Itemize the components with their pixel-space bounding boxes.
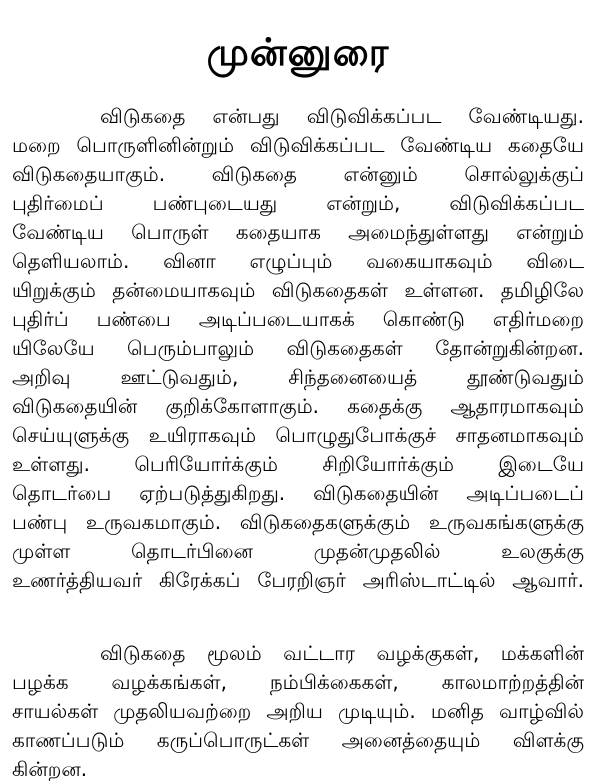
text-line: யிலேயே பெரும்பாலும் விடுகதைகள் தோன்றுகின்றன.	[12, 336, 584, 360]
text-line: புதிர்ப் பண்பை அடிப்படையாகக் கொண்டு எதிர்மறை	[12, 307, 584, 331]
text-line: செய்யுளுக்கு உயிராகவும் பொழுதுபோக்குச் சாதனமாகவும்	[12, 423, 584, 447]
text-line: மறை பொருளினின்றும் விடுவிக்கப்பட வேண்டிய கதையே	[12, 133, 584, 157]
text-line: உள்ளது. பெரியோர்க்கும் சிறியோர்க்கும் இடையே	[12, 452, 584, 476]
text-line: யிறுக்கும் தன்மையாகவும் விடுகதைகள் உள்ளன. தமிழிலே	[12, 278, 584, 302]
text-line: காணப்படும் கருப்பொருட்கள் அனைத்தையும் விளக்கு	[12, 728, 584, 752]
page-title: முன்னுரை	[206, 30, 390, 74]
text-line: விடுகதையாகும். விடுகதை என்னும் சொல்லுக்குப்	[12, 162, 584, 186]
text-line: சாயல்கள் முதலியவற்றை அறிய முடியும். மனித வாழ்வில்	[12, 699, 584, 723]
text-line: அறிவு ஊட்டுவதும், சிந்தனையைத் தூண்டுவதும்	[12, 365, 584, 389]
text-line: வேண்டிய பொருள் கதையாக அமைந்துள்ளது என்றும்	[12, 220, 584, 244]
text-line: விடுகதை என்பது விடுவிக்கப்பட வேண்டியது.	[100, 104, 584, 128]
text-line: பண்பு உருவகமாகும். விடுகதைகளுக்கும் உருவகங்களுக்கு	[12, 510, 584, 534]
text-line: தொடர்பை ஏற்படுத்துகிறது. விடுகதையின் அடிப்படைப்	[12, 481, 584, 505]
text-line: உணர்த்தியவர் கிரேக்கப் பேரறிஞர் அரிஸ்டாட்டில் ஆவார்.	[12, 568, 584, 592]
text-line: புதிர்மைப் பண்புடையது என்றும், விடுவிக்கப்பட	[12, 191, 584, 215]
text-line: விடுகதை மூலம் வட்டார வழக்குகள், மக்களின்	[100, 641, 584, 665]
text-line: பழக்க வழக்கங்கள், நம்பிக்கைகள், காலமாற்றத்தின்	[12, 670, 584, 694]
paragraph-2	[12, 639, 584, 784]
text-line: முள்ள தொடர்பினை முதன்முதலில் உலகுக்கு	[12, 539, 584, 563]
paragraph-1	[12, 102, 584, 595]
text-line: தெளியலாம். வினா எழுப்பும் வகையாகவும் விடை	[12, 249, 584, 273]
text-line: கின்றன.	[12, 757, 88, 781]
text-line: விடுகதையின் குறிக்கோளாகும். கதைக்கு ஆதாரமாகவும்	[12, 394, 584, 418]
